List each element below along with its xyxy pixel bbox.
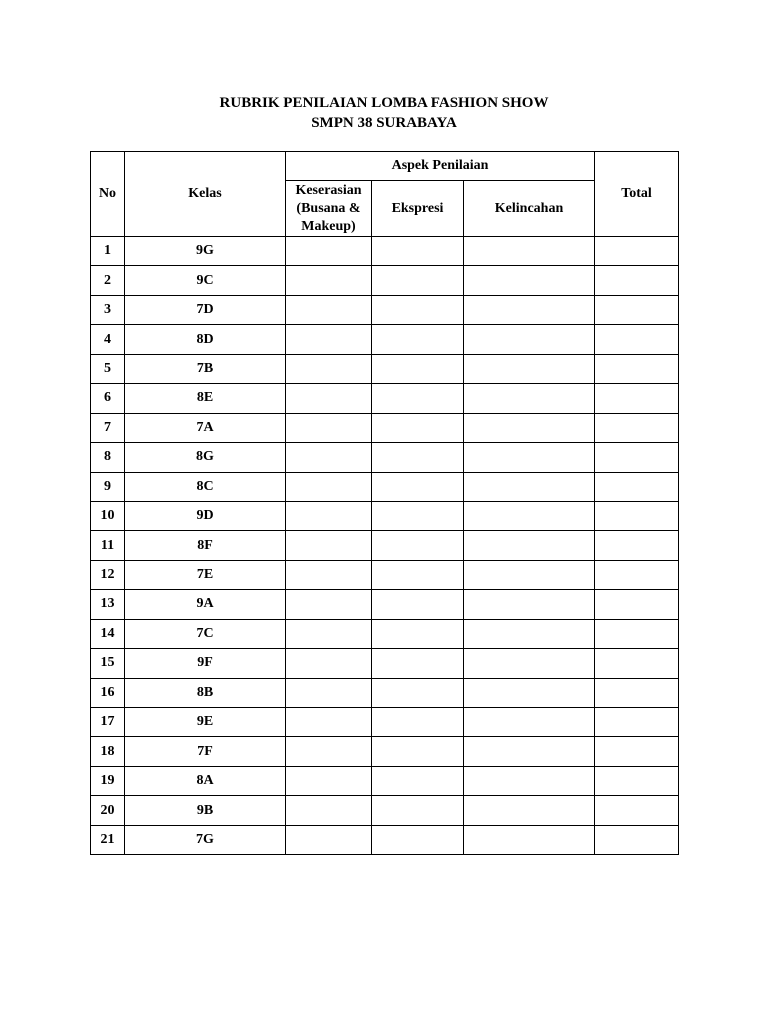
- cell-kelincahan: [464, 472, 595, 501]
- cell-kelas: 9E: [125, 708, 286, 737]
- cell-kelas: 7C: [125, 619, 286, 648]
- cell-total: [595, 531, 679, 560]
- cell-ekspresi: [372, 384, 464, 413]
- cell-ekspresi: [372, 266, 464, 295]
- cell-kelincahan: [464, 708, 595, 737]
- cell-ekspresi: [372, 766, 464, 795]
- table-row: [91, 266, 679, 295]
- cell-kelas: 8C: [125, 472, 286, 501]
- table-row: [91, 237, 679, 266]
- cell-total: [595, 678, 679, 707]
- header-no: No: [91, 152, 125, 237]
- cell-no: 15: [91, 649, 125, 678]
- cell-kelincahan: [464, 619, 595, 648]
- cell-kelincahan: [464, 325, 595, 354]
- cell-keserasian: [286, 325, 372, 354]
- table-row: [91, 325, 679, 354]
- cell-total: [595, 825, 679, 854]
- cell-no: 5: [91, 354, 125, 383]
- header-kelas: Kelas: [125, 152, 286, 237]
- cell-ekspresi: [372, 237, 464, 266]
- cell-total: [595, 766, 679, 795]
- document-title: [0, 93, 768, 133]
- cell-kelincahan: [464, 737, 595, 766]
- cell-no: 8: [91, 443, 125, 472]
- cell-no: 10: [91, 501, 125, 530]
- cell-kelincahan: [464, 560, 595, 589]
- cell-total: [595, 560, 679, 589]
- cell-ekspresi: [372, 413, 464, 442]
- table-row: [91, 766, 679, 795]
- cell-ekspresi: [372, 737, 464, 766]
- cell-no: 16: [91, 678, 125, 707]
- title-line-2: SMPN 38 SURABAYA: [311, 115, 457, 131]
- header-keserasian: [286, 181, 372, 237]
- cell-ekspresi: [372, 443, 464, 472]
- cell-ekspresi: [372, 560, 464, 589]
- cell-keserasian: [286, 678, 372, 707]
- cell-total: [595, 295, 679, 324]
- cell-ekspresi: [372, 619, 464, 648]
- cell-kelas: 8D: [125, 325, 286, 354]
- cell-keserasian: [286, 501, 372, 530]
- cell-kelas: 8A: [125, 766, 286, 795]
- cell-no: 14: [91, 619, 125, 648]
- cell-kelincahan: [464, 384, 595, 413]
- cell-kelas: 8B: [125, 678, 286, 707]
- cell-no: 13: [91, 590, 125, 619]
- cell-kelas: 9D: [125, 501, 286, 530]
- cell-ekspresi: [372, 825, 464, 854]
- cell-keserasian: [286, 796, 372, 825]
- cell-ekspresi: [372, 649, 464, 678]
- cell-kelincahan: [464, 237, 595, 266]
- cell-kelas: 9A: [125, 590, 286, 619]
- table-row: [91, 413, 679, 442]
- cell-total: [595, 354, 679, 383]
- cell-keserasian: [286, 708, 372, 737]
- cell-keserasian: [286, 737, 372, 766]
- cell-keserasian: [286, 266, 372, 295]
- cell-kelas: 9B: [125, 796, 286, 825]
- cell-ekspresi: [372, 472, 464, 501]
- table-row: [91, 708, 679, 737]
- cell-no: 20: [91, 796, 125, 825]
- cell-total: [595, 649, 679, 678]
- cell-total: [595, 737, 679, 766]
- cell-keserasian: [286, 590, 372, 619]
- cell-no: 6: [91, 384, 125, 413]
- cell-kelincahan: [464, 678, 595, 707]
- table-row: [91, 501, 679, 530]
- table-row: [91, 737, 679, 766]
- header-keserasian-line-2: (Busana &: [296, 200, 361, 216]
- cell-keserasian: [286, 472, 372, 501]
- cell-kelincahan: [464, 649, 595, 678]
- table-row: [91, 443, 679, 472]
- cell-kelincahan: [464, 413, 595, 442]
- cell-total: [595, 796, 679, 825]
- table-row: [91, 678, 679, 707]
- cell-keserasian: [286, 560, 372, 589]
- cell-kelas: 9C: [125, 266, 286, 295]
- cell-ekspresi: [372, 678, 464, 707]
- cell-ekspresi: [372, 531, 464, 560]
- header-keserasian-line-3: Makeup): [301, 218, 356, 234]
- cell-total: [595, 237, 679, 266]
- cell-no: 19: [91, 766, 125, 795]
- cell-kelincahan: [464, 531, 595, 560]
- cell-keserasian: [286, 237, 372, 266]
- cell-kelincahan: [464, 825, 595, 854]
- cell-total: [595, 619, 679, 648]
- cell-keserasian: [286, 295, 372, 324]
- cell-total: [595, 501, 679, 530]
- cell-keserasian: [286, 649, 372, 678]
- header-kelincahan: Kelincahan: [464, 181, 595, 237]
- table-row: [91, 649, 679, 678]
- cell-kelincahan: [464, 295, 595, 324]
- table-row: [91, 472, 679, 501]
- cell-kelas: 8F: [125, 531, 286, 560]
- cell-kelincahan: [464, 796, 595, 825]
- cell-kelas: 9F: [125, 649, 286, 678]
- cell-no: 2: [91, 266, 125, 295]
- cell-keserasian: [286, 443, 372, 472]
- table-row: [91, 560, 679, 589]
- cell-kelincahan: [464, 266, 595, 295]
- cell-kelas: 7F: [125, 737, 286, 766]
- cell-no: 1: [91, 237, 125, 266]
- cell-ekspresi: [372, 501, 464, 530]
- table-row: [91, 384, 679, 413]
- cell-no: 17: [91, 708, 125, 737]
- cell-no: 11: [91, 531, 125, 560]
- cell-ekspresi: [372, 590, 464, 619]
- cell-total: [595, 384, 679, 413]
- cell-kelincahan: [464, 501, 595, 530]
- title-line-1: RUBRIK PENILAIAN LOMBA FASHION SHOW: [219, 95, 549, 111]
- cell-total: [595, 590, 679, 619]
- table-row: [91, 354, 679, 383]
- cell-total: [595, 413, 679, 442]
- cell-no: 4: [91, 325, 125, 354]
- cell-ekspresi: [372, 354, 464, 383]
- cell-kelincahan: [464, 590, 595, 619]
- cell-keserasian: [286, 413, 372, 442]
- table-row: [91, 531, 679, 560]
- cell-kelas: 7G: [125, 825, 286, 854]
- header-ekspresi: Ekspresi: [372, 181, 464, 237]
- cell-total: [595, 708, 679, 737]
- rubric-table: [90, 151, 679, 855]
- cell-ekspresi: [372, 708, 464, 737]
- cell-kelincahan: [464, 354, 595, 383]
- cell-keserasian: [286, 766, 372, 795]
- header-keserasian-line-1: Keserasian: [295, 182, 362, 198]
- cell-kelas: 7D: [125, 295, 286, 324]
- cell-kelas: 8G: [125, 443, 286, 472]
- cell-no: 12: [91, 560, 125, 589]
- cell-keserasian: [286, 354, 372, 383]
- table-row: [91, 619, 679, 648]
- cell-keserasian: [286, 619, 372, 648]
- table-body: [91, 237, 679, 855]
- cell-kelas: 7E: [125, 560, 286, 589]
- table-row: [91, 825, 679, 854]
- header-row-1: [91, 152, 679, 181]
- cell-kelas: 7A: [125, 413, 286, 442]
- table-row: [91, 295, 679, 324]
- header-total: Total: [595, 152, 679, 237]
- cell-keserasian: [286, 825, 372, 854]
- cell-total: [595, 325, 679, 354]
- cell-total: [595, 443, 679, 472]
- cell-keserasian: [286, 531, 372, 560]
- table-row: [91, 590, 679, 619]
- cell-kelas: 9G: [125, 237, 286, 266]
- cell-no: 3: [91, 295, 125, 324]
- cell-total: [595, 266, 679, 295]
- cell-no: 7: [91, 413, 125, 442]
- cell-no: 18: [91, 737, 125, 766]
- cell-kelas: 7B: [125, 354, 286, 383]
- cell-no: 21: [91, 825, 125, 854]
- cell-kelas: 8E: [125, 384, 286, 413]
- table-row: [91, 796, 679, 825]
- cell-kelincahan: [464, 443, 595, 472]
- header-aspek-penilaian: Aspek Penilaian: [286, 152, 595, 181]
- cell-total: [595, 472, 679, 501]
- cell-ekspresi: [372, 295, 464, 324]
- cell-kelincahan: [464, 766, 595, 795]
- cell-keserasian: [286, 384, 372, 413]
- cell-ekspresi: [372, 325, 464, 354]
- cell-no: 9: [91, 472, 125, 501]
- cell-ekspresi: [372, 796, 464, 825]
